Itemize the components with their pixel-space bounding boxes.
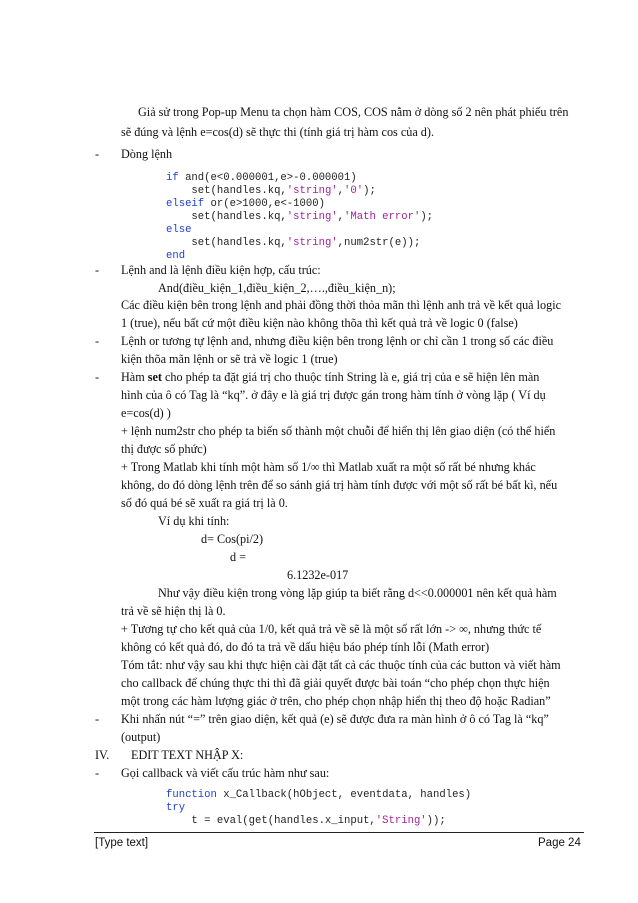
para-line: số đó quá bé sẽ xuất ra giá trị là 0.	[121, 496, 288, 510]
code-keyword: function	[166, 789, 217, 801]
para-line: trả về sẽ hiện thị là 0.	[121, 604, 226, 618]
code-string: 'String'	[375, 815, 427, 827]
bullet-dash: -	[95, 263, 100, 277]
code-text: ,	[337, 211, 345, 223]
code-keyword: end	[166, 250, 186, 262]
para-line: + lệnh num2str cho phép ta biến số thành một chuỗi để hiển thị lên giao diện (có thể hiển	[121, 424, 556, 438]
code-keyword: if	[166, 172, 179, 184]
code-line	[166, 198, 325, 211]
section-number: IV.	[95, 748, 110, 762]
code-text: set(handles.kq,	[166, 211, 287, 223]
bullet-dash: -	[95, 147, 100, 161]
code-string: 'string'	[286, 237, 338, 249]
code-text: or(e>1000,e<-1000)	[204, 198, 325, 210]
syntax-line: And(điều_kiện_1,điều_kiện_2,….,điều_kiện_n);	[158, 281, 396, 295]
example-line: 6.1232e-017	[287, 568, 349, 582]
para-line: một trong các hàm lượng giác ở trên, cho phép chọn nhập hiển thị theo độ hoặc Radian”	[121, 694, 551, 708]
code-text: t = eval(get(handles.x_input,	[166, 815, 376, 827]
para-line: không có kết quả đó, do đó ta trả về dấu hiệu báo phép tính lỗi (Math error)	[121, 640, 490, 654]
example-line: d =	[230, 550, 247, 564]
example-line: d= Cos(pi/2)	[201, 532, 264, 546]
text-run: Hàm	[121, 370, 148, 384]
para-line: thị được số phức)	[121, 442, 207, 456]
example-title: Ví dụ khi tính:	[158, 514, 230, 528]
code-string: 'Math error'	[344, 211, 421, 223]
para-line: kiện thõa mãn lệnh or sẽ trả về logic 1 (true)	[121, 352, 338, 366]
code-text: ));	[426, 815, 446, 827]
bullet-text: Dòng lệnh	[121, 147, 173, 161]
code-string: '0'	[344, 185, 364, 197]
bullet-dash: -	[95, 370, 100, 384]
bullet-dash: -	[95, 712, 100, 726]
page-number: Page 24	[538, 837, 581, 849]
para-line: Tóm tắt: như vậy sau khi thực hiện cài đặt tất cả các thuộc tính của các button và viết hàm	[121, 658, 561, 672]
para-line: (output)	[121, 730, 161, 744]
para-line: cho callback để chúng thực thi thì đã giải quyết được bài toán “cho phép chọn thực hiện	[121, 676, 550, 690]
footer-left: [Type text]	[95, 837, 149, 849]
bullet-text: Lệnh or tương tự lệnh and, nhưng điều kiện bên trong lệnh or chỉ cần 1 trong số các điều	[121, 334, 554, 348]
code-text: ,num2str(e));	[337, 237, 421, 249]
footer-divider	[94, 832, 584, 833]
para-line: + Tương tự cho kết quả của 1/0, kết quả trả về sẽ là một số rất lớn -> ∞, nhưng thức tế	[121, 622, 542, 636]
bullet-dash: -	[95, 766, 100, 780]
code-string: 'string'	[286, 185, 338, 197]
text-run: cho phép ta đặt giá trị cho thuộc tính String là e, giá trị của e sẽ hiện lên màn	[161, 370, 540, 384]
code-line	[166, 789, 471, 802]
para-line: hình của ô có Tag là “kq”. ở đây e là giá trị được gán trong hàm tính ở vòng lặp ( Ví dụ	[121, 388, 546, 402]
para-line: + Trong Matlab khi tính một hàm số 1/∞ thì Matlab xuất ra một số rất bé nhưng khác	[121, 460, 536, 474]
para-line: không, do đó dòng lệnh trên để so sánh giá trị hàm tính được với một số rất bé bất kì, nếu	[121, 478, 558, 492]
code-line	[166, 802, 185, 815]
para-line: Giả sử trong Pop-up Menu ta chọn hàm COS, COS nằm ở dòng số 2 nên phát phiếu trên	[138, 105, 569, 119]
code-line	[166, 250, 185, 263]
code-text: );	[420, 211, 434, 223]
para-line: e=cos(d) )	[121, 406, 171, 420]
code-line	[166, 211, 433, 224]
code-text: and(e<0.000001,e>-0.000001)	[178, 172, 357, 184]
para-line: 1 (true), nếu bất cứ một điều kiện nào không thõa thì kết quả trả về logic 0 (false)	[121, 316, 518, 330]
bullet-text: Khi nhấn nút “=” trên giao diện, kết quả (e) sẽ được đưa ra màn hình ở ô có Tag là “kq”	[121, 712, 549, 726]
section-heading: EDIT TEXT NHẬP X:	[131, 748, 244, 762]
code-text: ,	[337, 185, 345, 197]
bullet-text	[121, 369, 539, 385]
code-string: 'string'	[286, 211, 338, 223]
code-keyword: else	[166, 224, 192, 236]
bullet-dash: -	[95, 334, 100, 348]
code-text: x_Callback(hObject, eventdata, handles)	[216, 789, 472, 801]
code-text: );	[363, 185, 376, 197]
para-line: Như vậy điều kiện trong vòng lặp giúp ta biết rằng d<<0.000001 nên kết quả hàm	[158, 586, 557, 600]
code-keyword: try	[166, 802, 186, 814]
para-line: Các điều kiện bên trong lệnh and phải đồng thời thỏa mãn thì lệnh anh trả về kết quả logic	[121, 298, 561, 312]
bold-keyword: set	[147, 370, 162, 384]
code-line	[166, 185, 376, 198]
code-keyword: elseif	[166, 198, 205, 210]
code-text: set(handles.kq,	[166, 237, 287, 249]
bullet-text: Gọi callback và viết cấu trúc hàm như sau:	[121, 766, 330, 780]
para-line: sẽ đúng và lệnh e=cos(d) sẽ thực thi (tính giá trị hàm cos của d).	[121, 125, 435, 139]
code-line	[166, 237, 420, 250]
code-line	[166, 815, 446, 828]
code-line	[166, 224, 191, 237]
code-line	[166, 172, 357, 185]
bullet-text: Lệnh and là lệnh điều kiện hợp, cấu trúc:	[121, 263, 321, 277]
code-text: set(handles.kq,	[166, 185, 287, 197]
